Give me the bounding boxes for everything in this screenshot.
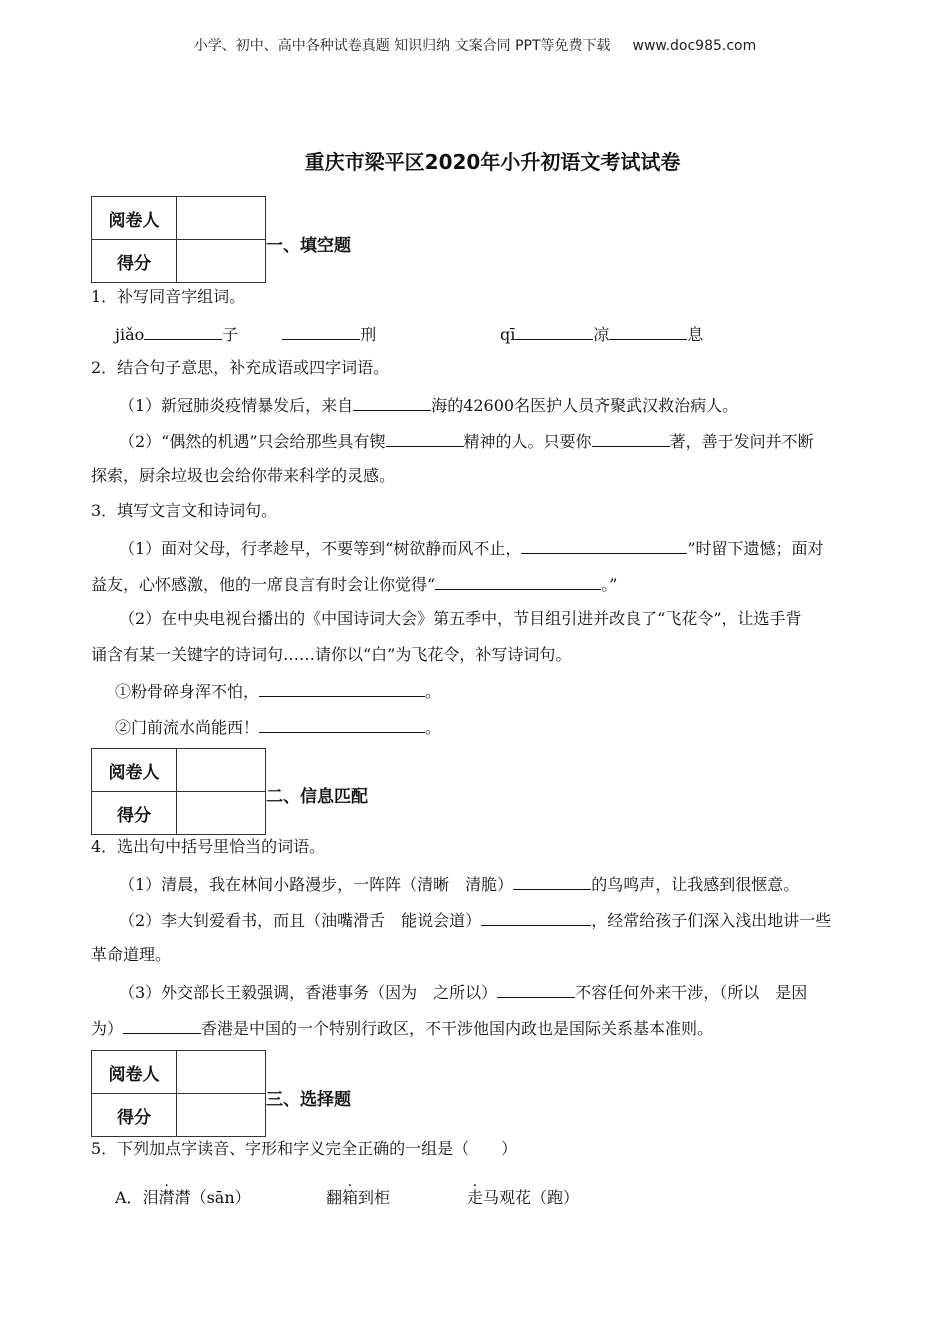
header-url[interactable]: www.doc985.com: [632, 38, 757, 54]
q2-blank-1[interactable]: [353, 394, 431, 411]
q5-dotted-char: 走: [467, 1188, 484, 1207]
q1-word-3: 凉: [593, 325, 610, 344]
q3-blank-2[interactable]: [435, 573, 601, 590]
q3-item-1-cont: [91, 573, 617, 595]
q4-text: （3）外交部长王毅强调，香港事务（因为 之所以）: [119, 983, 498, 1002]
q2-text: 精神的人。只要你: [463, 432, 592, 451]
q1-stem: 1．补写同音字组词。: [91, 287, 246, 306]
score-box-1: [91, 196, 266, 283]
q3-item-2-cont: 诵含有某一关键字的诗词句……请你以“白”为飞花令，补写诗词句。: [91, 645, 572, 664]
q1-row: [115, 323, 376, 345]
q1-blank-2[interactable]: [282, 323, 360, 340]
page-title: 重庆市梁平区2020年小升初语文考试试卷: [304, 150, 681, 174]
score-label: 得分: [92, 1094, 177, 1137]
q4-text: （2）李大钊爱看书，而且（油嘴滑舌 能说会道）: [119, 911, 482, 930]
q1-pinyin-1: jiǎo: [115, 325, 145, 344]
reviewer-cell[interactable]: [177, 1051, 266, 1094]
q5-option-label: A．: [115, 1188, 143, 1207]
q5-stem: 5．下列加点字读音、字形和字义完全正确的一组是（ ）: [91, 1139, 518, 1158]
reviewer-cell[interactable]: [177, 197, 266, 240]
q4-text: （1）清晨，我在林间小路漫步，一阵阵（清晰 清脆）: [119, 875, 514, 894]
q5-option-a[interactable]: [115, 1188, 251, 1208]
q4-item-1: [119, 873, 799, 895]
q3-text: ②门前流水尚能西！: [115, 718, 260, 737]
q3-text: ①粉骨碎身浑不怕，: [115, 682, 260, 701]
q2-text: 海的42600名医护人员齐聚武汉救治病人。: [431, 396, 739, 415]
q2-text: （1）新冠肺炎疫情暴发后，来自: [119, 396, 354, 415]
q2-text: 著，善于发问并不断: [669, 432, 814, 451]
reviewer-label: 阅卷人: [92, 1051, 177, 1094]
q4-blank-1[interactable]: [513, 873, 591, 890]
score-box-2: [91, 748, 266, 835]
q3-blank-4[interactable]: [259, 716, 425, 733]
q4-item-3-cont: [91, 1017, 713, 1039]
q2-item-1: [119, 394, 738, 416]
q3-sub-1: [115, 680, 441, 702]
q5-text: 潸（sān）: [174, 1188, 251, 1207]
score-cell[interactable]: [177, 1094, 266, 1137]
score-cell[interactable]: [177, 240, 266, 283]
q5-option-a-2: [326, 1188, 390, 1208]
q5-text: 马观花（跑）: [483, 1188, 580, 1207]
reviewer-cell[interactable]: [177, 749, 266, 792]
q5-text: 泪: [142, 1188, 159, 1207]
header-text: 小学、初中、高中各种试卷真题 知识归纳 文案合同 PPT等免费下载: [193, 38, 611, 54]
q5-text: 翻: [326, 1188, 343, 1207]
score-cell[interactable]: [177, 792, 266, 835]
q4-text: 的鸟鸣声，让我感到很惬意。: [591, 875, 800, 894]
q4-text: 为）: [91, 1019, 124, 1038]
q1-row-b: [500, 323, 703, 345]
q3-blank-3[interactable]: [259, 680, 425, 697]
q2-item-2-cont: 探索，厨余垃圾也会给你带来科学的灵感。: [91, 466, 396, 485]
q1-blank-1[interactable]: [144, 323, 222, 340]
q4-item-2: [119, 909, 831, 931]
q4-text: 香港是中国的一个特别行政区，不干涉他国内政也是国际关系基本准则。: [201, 1019, 714, 1038]
q3-item-2: （2）在中央电视台播出的《中国诗词大会》第五季中，节目组引进并改良了“飞花令”，让选手背: [119, 609, 802, 628]
score-label: 得分: [92, 240, 177, 283]
section-title-2: 二、信息匹配: [266, 787, 368, 807]
q3-blank-1[interactable]: [521, 537, 687, 554]
q4-blank-2[interactable]: [481, 909, 591, 926]
reviewer-label: 阅卷人: [92, 197, 177, 240]
q1-blank-4[interactable]: [609, 323, 687, 340]
q5-dotted-char: 潸: [158, 1188, 175, 1207]
q1-word-4: 息: [687, 325, 704, 344]
q4-item-3: [119, 981, 807, 1003]
score-label: 得分: [92, 792, 177, 835]
q5-option-a-3: [467, 1188, 579, 1208]
q2-blank-3[interactable]: [592, 430, 670, 447]
q1-pinyin-2: qī: [500, 325, 516, 344]
section-title-3: 三、选择题: [266, 1090, 351, 1110]
q3-sub-2: [115, 716, 441, 738]
q2-text: （2）“偶然的机遇”只会给那些具有锲: [119, 432, 386, 451]
q3-text: 益友，心怀感激，他的一席良言有时会让你觉得“: [91, 575, 436, 594]
q5-dotted-char: 箱: [342, 1188, 359, 1207]
q2-item-2: [119, 430, 814, 452]
page-header: [0, 35, 950, 55]
q3-item-1: [119, 537, 824, 559]
q4-text: ，经常给孩子们深入浅出地讲一些: [591, 911, 832, 930]
q2-blank-2[interactable]: [386, 430, 464, 447]
q3-text: 。”: [601, 575, 618, 594]
q4-stem: 4．选出句中括号里恰当的词语。: [91, 837, 326, 856]
section-title-1: 一、填空题: [266, 236, 351, 256]
q5-text: 到柜: [358, 1188, 391, 1207]
q3-stem: 3．填写文言文和诗词句。: [91, 501, 278, 520]
q3-text: 。: [425, 718, 442, 737]
q4-blank-3[interactable]: [497, 981, 575, 998]
q1-blank-3[interactable]: [515, 323, 593, 340]
score-box-3: [91, 1050, 266, 1137]
q3-text: 。: [425, 682, 442, 701]
q4-item-2-cont: 革命道理。: [91, 945, 172, 964]
q2-stem: 2．结合句子意思，补充成语或四字词语。: [91, 358, 390, 377]
q1-word-1: 子: [222, 325, 239, 344]
q1-word-2: 刑: [360, 325, 377, 344]
q4-blank-4[interactable]: [123, 1017, 201, 1034]
q4-text: 不容任何外来干涉，（所以 是因: [575, 983, 808, 1002]
q3-text: （1）面对父母，行孝趁早，不要等到“树欲静而风不止，: [119, 539, 522, 558]
reviewer-label: 阅卷人: [92, 749, 177, 792]
q3-text: ”时留下遗憾；面对: [687, 539, 824, 558]
